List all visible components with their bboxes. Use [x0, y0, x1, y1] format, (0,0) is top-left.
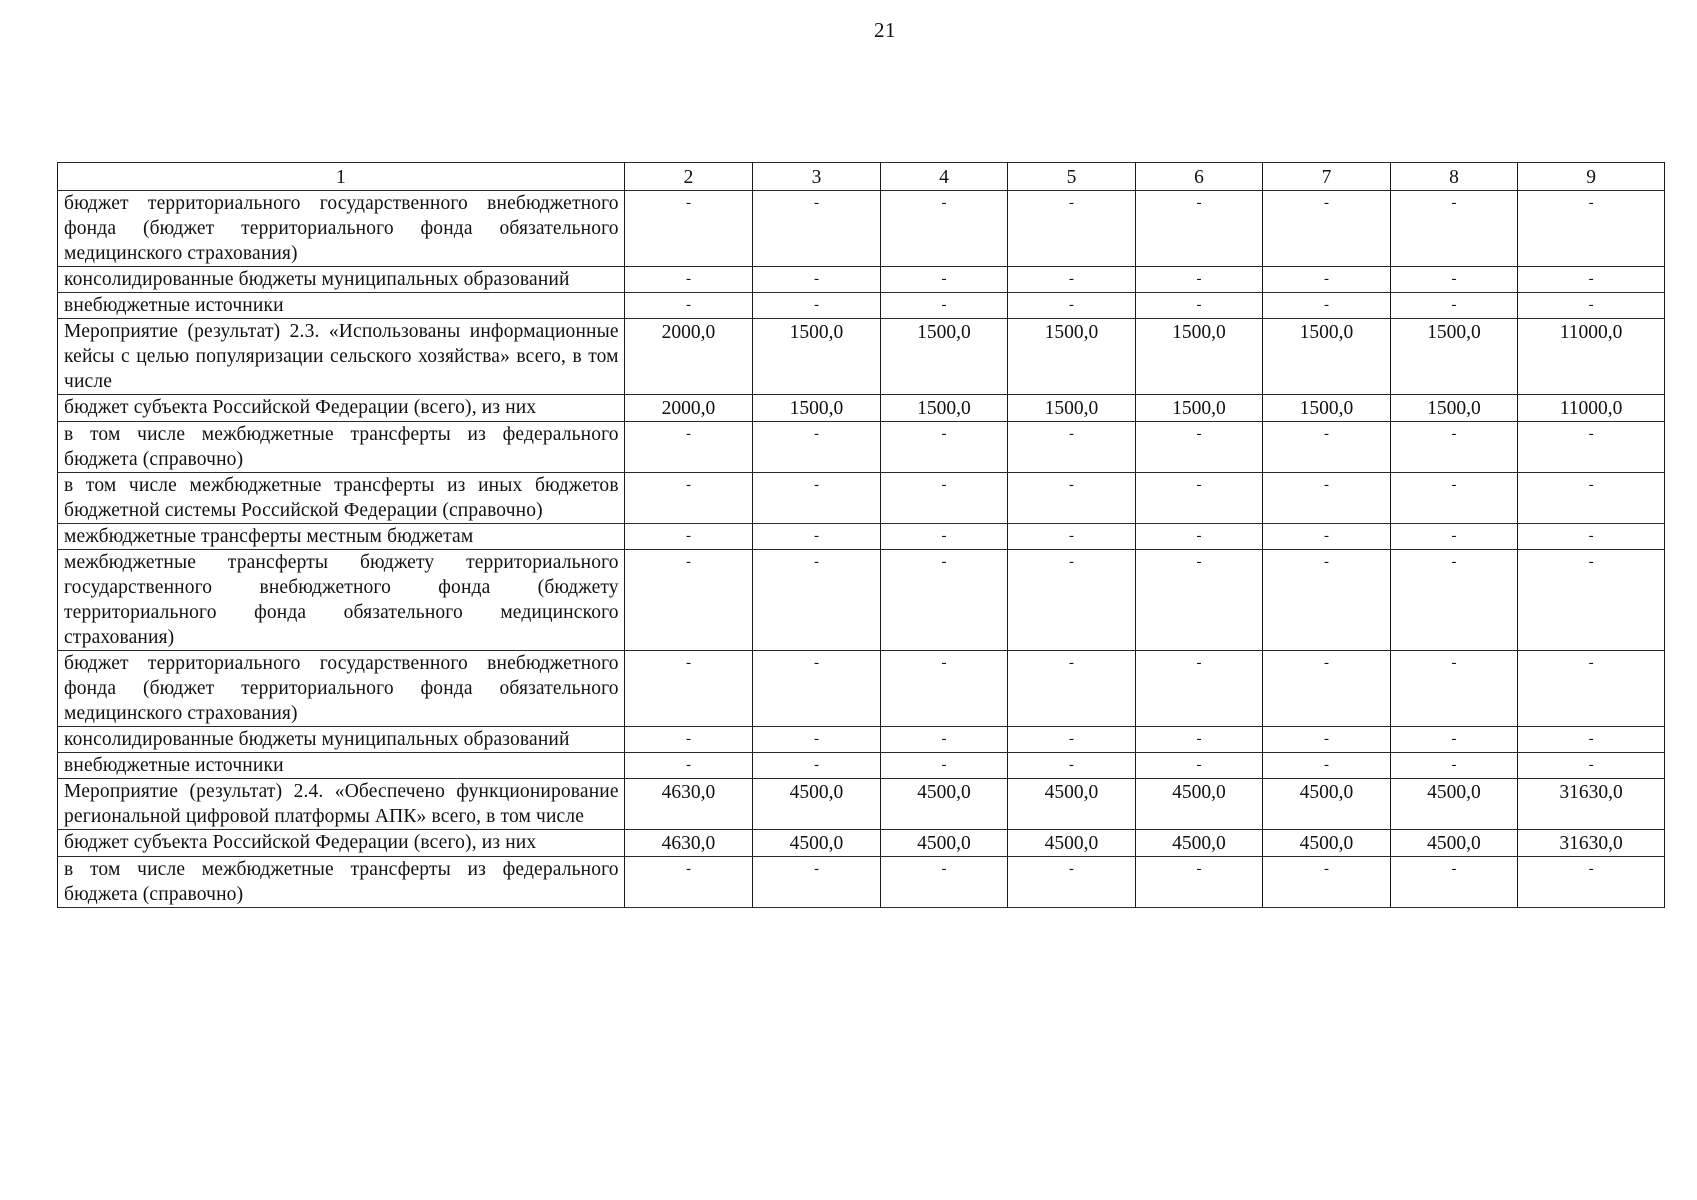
- row-value: -: [880, 293, 1008, 319]
- row-value: -: [1135, 422, 1263, 473]
- row-value: -: [1135, 550, 1263, 651]
- row-value: -: [753, 267, 881, 293]
- row-label: бюджет территориального государственного внебюджетного фонда (бюджет территориального фонда обязательного медицинского страхования): [58, 191, 625, 267]
- row-value: -: [624, 753, 753, 779]
- row-value: -: [880, 550, 1008, 651]
- row-value: 4500,0: [1263, 779, 1391, 830]
- row-value: -: [1135, 293, 1263, 319]
- row-value: -: [880, 857, 1008, 908]
- row-value: 4500,0: [753, 830, 881, 857]
- row-value: 1500,0: [1008, 319, 1136, 395]
- row-value: -: [1390, 422, 1518, 473]
- row-value: -: [1390, 473, 1518, 524]
- row-value: -: [1008, 473, 1136, 524]
- row-value: -: [1008, 753, 1136, 779]
- row-value: -: [753, 524, 881, 550]
- row-value: -: [1390, 191, 1518, 267]
- column-number-row: [58, 163, 1665, 191]
- row-value: -: [624, 550, 753, 651]
- row-value: -: [753, 293, 881, 319]
- row-value: 11000,0: [1518, 395, 1665, 422]
- row-value: -: [1008, 651, 1136, 727]
- row-value: -: [1518, 524, 1665, 550]
- row-value: -: [624, 857, 753, 908]
- row-value: -: [1135, 267, 1263, 293]
- column-header: 5: [1008, 163, 1136, 191]
- row-value: -: [1518, 753, 1665, 779]
- row-value: 2000,0: [624, 395, 753, 422]
- row-value: -: [1135, 191, 1263, 267]
- row-label: бюджет субъекта Российской Федерации (всего), из них: [58, 830, 625, 857]
- row-value: -: [1135, 473, 1263, 524]
- row-value: -: [624, 473, 753, 524]
- column-header: 2: [624, 163, 753, 191]
- row-value: -: [624, 422, 753, 473]
- row-value: -: [1390, 727, 1518, 753]
- row-value: 4630,0: [624, 830, 753, 857]
- row-value: -: [1008, 191, 1136, 267]
- row-value: -: [1135, 753, 1263, 779]
- row-value: -: [1263, 524, 1391, 550]
- table-row: [58, 191, 1665, 267]
- column-header: 8: [1390, 163, 1518, 191]
- row-value: -: [1263, 753, 1391, 779]
- row-value: -: [1008, 422, 1136, 473]
- row-value: -: [1263, 473, 1391, 524]
- row-value: -: [1135, 524, 1263, 550]
- row-value: -: [1390, 857, 1518, 908]
- column-header: 9: [1518, 163, 1665, 191]
- row-value: 1500,0: [880, 319, 1008, 395]
- table-row: [58, 779, 1665, 830]
- column-header: 4: [880, 163, 1008, 191]
- row-value: 1500,0: [1263, 319, 1391, 395]
- row-value: -: [1008, 293, 1136, 319]
- column-header: 6: [1135, 163, 1263, 191]
- table-row: [58, 319, 1665, 395]
- column-header: 1: [58, 163, 625, 191]
- row-value: -: [880, 267, 1008, 293]
- row-value: 4500,0: [1135, 779, 1263, 830]
- row-value: -: [1518, 473, 1665, 524]
- row-value: -: [1518, 651, 1665, 727]
- table-row: [58, 293, 1665, 319]
- row-value: 31630,0: [1518, 779, 1665, 830]
- row-label: консолидированные бюджеты муниципальных образований: [58, 727, 625, 753]
- table-body: [58, 191, 1665, 908]
- row-value: -: [1518, 267, 1665, 293]
- row-label: в том числе межбюджетные трансферты из федерального бюджета (справочно): [58, 857, 625, 908]
- table-row: [58, 753, 1665, 779]
- row-value: 1500,0: [1390, 395, 1518, 422]
- row-value: -: [880, 473, 1008, 524]
- row-value: 4500,0: [1390, 830, 1518, 857]
- row-value: 1500,0: [753, 395, 881, 422]
- row-value: 4500,0: [1263, 830, 1391, 857]
- row-value: -: [753, 191, 881, 267]
- row-value: -: [880, 524, 1008, 550]
- row-value: -: [624, 293, 753, 319]
- row-value: -: [753, 473, 881, 524]
- table-row: [58, 473, 1665, 524]
- row-label: Мероприятие (результат) 2.3. «Использованы информационные кейсы с целью популяризации сельского хозяйства» всего, в том числе: [58, 319, 625, 395]
- row-value: -: [753, 651, 881, 727]
- table-row: [58, 550, 1665, 651]
- row-value: 1500,0: [753, 319, 881, 395]
- row-value: -: [880, 727, 1008, 753]
- row-label: бюджет субъекта Российской Федерации (всего), из них: [58, 395, 625, 422]
- row-value: -: [880, 422, 1008, 473]
- row-value: 4500,0: [880, 830, 1008, 857]
- row-label: бюджет территориального государственного внебюджетного фонда (бюджет территориального фонда обязательного медицинского страхования): [58, 651, 625, 727]
- row-value: 11000,0: [1518, 319, 1665, 395]
- row-value: -: [1518, 727, 1665, 753]
- row-value: -: [1518, 191, 1665, 267]
- table-row: [58, 267, 1665, 293]
- column-header: 3: [753, 163, 881, 191]
- row-value: -: [1390, 524, 1518, 550]
- row-value: -: [624, 191, 753, 267]
- row-value: -: [1263, 550, 1391, 651]
- row-value: -: [1518, 550, 1665, 651]
- row-value: 4500,0: [1008, 830, 1136, 857]
- table-row: [58, 727, 1665, 753]
- row-value: 31630,0: [1518, 830, 1665, 857]
- row-value: 1500,0: [1263, 395, 1391, 422]
- row-value: -: [1008, 857, 1136, 908]
- row-value: -: [1008, 524, 1136, 550]
- row-value: -: [1518, 857, 1665, 908]
- row-value: -: [1518, 293, 1665, 319]
- row-value: -: [1135, 727, 1263, 753]
- row-value: -: [753, 857, 881, 908]
- row-value: 4500,0: [880, 779, 1008, 830]
- row-value: 1500,0: [1135, 395, 1263, 422]
- row-value: -: [624, 727, 753, 753]
- table-row: [58, 422, 1665, 473]
- row-value: -: [1518, 422, 1665, 473]
- budget-table-container: [57, 162, 1665, 908]
- table-row: [58, 830, 1665, 857]
- row-value: -: [1263, 267, 1391, 293]
- row-value: -: [753, 727, 881, 753]
- row-value: -: [624, 651, 753, 727]
- row-label: межбюджетные трансферты бюджету территориального государственного внебюджетного фонда (бюджету территориального фонда обязательного медицинского страхования): [58, 550, 625, 651]
- row-value: -: [624, 267, 753, 293]
- table-row: [58, 395, 1665, 422]
- row-value: -: [1263, 191, 1391, 267]
- row-value: -: [880, 191, 1008, 267]
- row-value: -: [1263, 857, 1391, 908]
- row-value: 1500,0: [1135, 319, 1263, 395]
- row-value: -: [1390, 550, 1518, 651]
- row-label: межбюджетные трансферты местным бюджетам: [58, 524, 625, 550]
- row-label: в том числе межбюджетные трансферты из федерального бюджета (справочно): [58, 422, 625, 473]
- row-value: -: [880, 651, 1008, 727]
- table-row: [58, 857, 1665, 908]
- row-value: -: [1390, 651, 1518, 727]
- budget-table: [57, 162, 1665, 908]
- row-value: 4500,0: [1135, 830, 1263, 857]
- row-label: внебюджетные источники: [58, 293, 625, 319]
- row-value: 4500,0: [753, 779, 881, 830]
- row-value: 4500,0: [1008, 779, 1136, 830]
- row-value: 4500,0: [1390, 779, 1518, 830]
- row-value: -: [1390, 267, 1518, 293]
- row-label: Мероприятие (результат) 2.4. «Обеспечено функционирование региональной цифровой платформы АПК» всего, в том числе: [58, 779, 625, 830]
- row-value: -: [753, 422, 881, 473]
- row-label: в том числе межбюджетные трансферты из иных бюджетов бюджетной системы Российской Федерации (справочно): [58, 473, 625, 524]
- row-value: 2000,0: [624, 319, 753, 395]
- column-header: 7: [1263, 163, 1391, 191]
- row-value: -: [1135, 651, 1263, 727]
- row-value: -: [1263, 651, 1391, 727]
- row-value: -: [1390, 753, 1518, 779]
- row-value: -: [1008, 550, 1136, 651]
- row-label: внебюджетные источники: [58, 753, 625, 779]
- row-label: консолидированные бюджеты муниципальных образований: [58, 267, 625, 293]
- row-value: 1500,0: [1390, 319, 1518, 395]
- page-number: 21: [874, 18, 896, 42]
- row-value: 4630,0: [624, 779, 753, 830]
- row-value: -: [624, 524, 753, 550]
- row-value: -: [880, 753, 1008, 779]
- row-value: -: [1135, 857, 1263, 908]
- row-value: 1500,0: [1008, 395, 1136, 422]
- row-value: 1500,0: [880, 395, 1008, 422]
- row-value: -: [1263, 293, 1391, 319]
- row-value: -: [1008, 727, 1136, 753]
- row-value: -: [753, 753, 881, 779]
- table-row: [58, 651, 1665, 727]
- table-row: [58, 524, 1665, 550]
- row-value: -: [1263, 422, 1391, 473]
- row-value: -: [1008, 267, 1136, 293]
- row-value: -: [1263, 727, 1391, 753]
- row-value: -: [753, 550, 881, 651]
- row-value: -: [1390, 293, 1518, 319]
